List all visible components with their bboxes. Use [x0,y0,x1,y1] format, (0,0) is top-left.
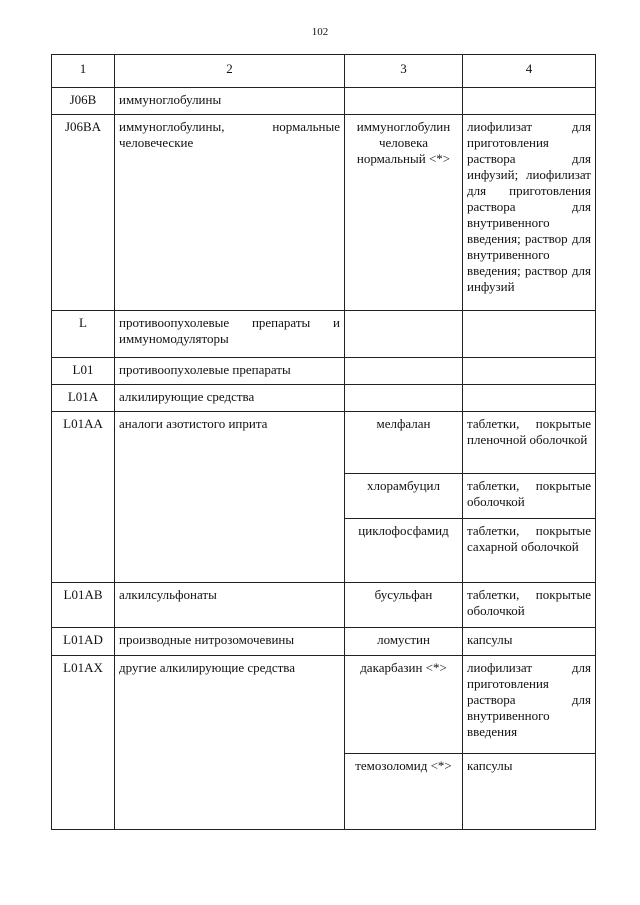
dosage-form [463,88,596,115]
atc-group-name: противоопухолевые препараты и иммуномодуляторы [115,311,345,358]
dosage-form: лиофилизат для приготовления раствора для инфузий; лиофилизат для приготовления раствора для внутривенного введения; раствор для внутривенного введения; раствор для инфузий [463,115,596,311]
atc-group-name: производные нитрозомочевины [115,628,345,656]
dosage-form: капсулы [463,628,596,656]
table-row [52,358,596,385]
table-row [52,412,596,474]
header-col-4: 4 [463,55,596,88]
dosage-form: таблетки, покрытые пленочной оболочкой [463,412,596,474]
atc-code: L01 [52,358,115,385]
drug-name [345,88,463,115]
drug-name: циклофосфамид [345,519,463,583]
atc-group-name: иммуноглобулины, нормальные человеческие [115,115,345,311]
drug-name [345,358,463,385]
table-row [52,385,596,412]
atc-group-name: алкилсульфонаты [115,583,345,628]
atc-code: L01AB [52,583,115,628]
header-col-3: 3 [345,55,463,88]
drug-name: хлорамбуцил [345,474,463,519]
table-row [52,311,596,358]
dosage-form [463,311,596,358]
drug-table [51,54,596,830]
dosage-form: таблетки, покрытые оболочкой [463,583,596,628]
drug-name [345,385,463,412]
drug-name [345,311,463,358]
atc-group-name: противоопухолевые препараты [115,358,345,385]
page-number: 102 [311,26,329,38]
header-col-2: 2 [115,55,345,88]
atc-code: L01AD [52,628,115,656]
drug-name: бусульфан [345,583,463,628]
atc-group-name: алкилирующие средства [115,385,345,412]
drug-name: мелфалан [345,412,463,474]
table-header-row [52,55,596,88]
dosage-form: капсулы [463,754,596,830]
atc-code: L [52,311,115,358]
dosage-form [463,358,596,385]
atc-code: L01AA [52,412,115,583]
table-row [52,115,596,311]
drug-name: ломустин [345,628,463,656]
atc-group-name: аналоги азотистого иприта [115,412,345,583]
drug-name: иммуноглобулин человека нормальный <*> [345,115,463,311]
atc-code: J06BA [52,115,115,311]
atc-group-name: иммуноглобулины [115,88,345,115]
dosage-form: лиофилизат для приготовления раствора для внутривенного введения [463,656,596,754]
dosage-form: таблетки, покрытые сахарной оболочкой [463,519,596,583]
table-row [52,583,596,628]
header-col-1: 1 [52,55,115,88]
atc-code: L01AX [52,656,115,830]
atc-code: L01A [52,385,115,412]
table-row [52,656,596,754]
atc-code: J06B [52,88,115,115]
drug-name: темозоломид <*> [345,754,463,830]
dosage-form: таблетки, покрытые оболочкой [463,474,596,519]
atc-group-name: другие алкилирующие средства [115,656,345,830]
dosage-form [463,385,596,412]
table-row [52,88,596,115]
drug-name: дакарбазин <*> [345,656,463,754]
table-row [52,628,596,656]
